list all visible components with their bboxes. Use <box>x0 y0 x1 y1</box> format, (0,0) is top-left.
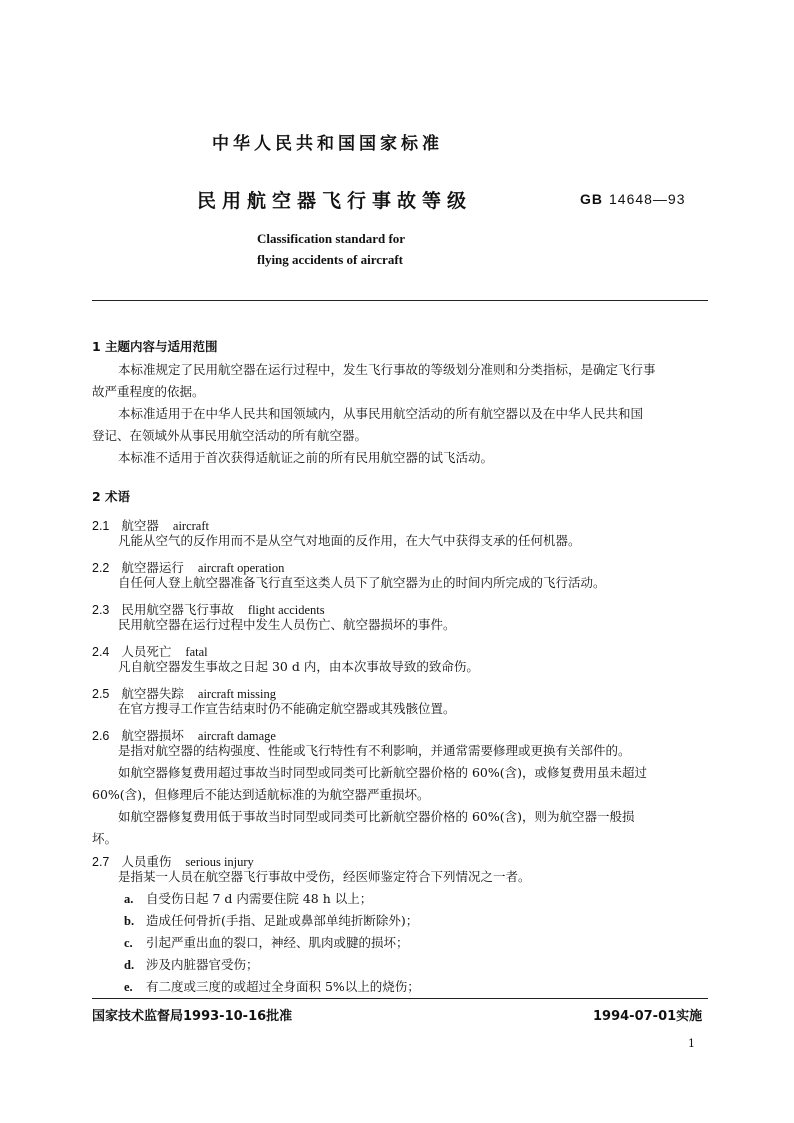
damage-p3-line1: 如航空器修复费用低于事故当时同型或同类可比新航空器价格的 60%(含)，则为航空器一般损 <box>118 809 635 824</box>
header-divider <box>92 300 708 301</box>
term-cn: 航空器 <box>121 518 159 533</box>
page-number: 1 <box>688 1037 695 1050</box>
standard-code-number: 14648—93 <box>609 191 686 207</box>
term-cn: 航空器损坏 <box>121 728 184 743</box>
term-en: aircraft <box>172 519 209 533</box>
section-1-heading: 1 主题内容与适用范围 <box>92 339 218 354</box>
list-item <box>124 954 259 976</box>
list-text: 有二度或三度的或超过全身面积 5%以上的烧伤； <box>146 979 420 994</box>
term-number: 2.5 <box>92 687 110 701</box>
footer-divider <box>92 998 708 999</box>
implementation-date: 1994-07-01实施 <box>593 1009 703 1024</box>
list-text: 自受伤日起 7 d 内需要住院 48 h 以上； <box>146 891 373 906</box>
list-item <box>124 932 409 954</box>
term-2-2-definition: 自任何人登上航空器准备飞行直至这类人员下了航空器为止的时间内所完成的飞行活动。 <box>118 575 606 590</box>
term-en: aircraft missing <box>197 687 277 701</box>
term-2-6-definition: 是指对航空器的结构强度、性能或飞行特性有不利影响，并通常需要修理或更换有关部件的。 <box>118 743 631 758</box>
term-number: 2.2 <box>92 561 110 575</box>
section-1-p1-line1: 本标准规定了民用航空器在运行过程中，发生飞行事故的等级划分准则和分类指标，是确定飞行事 <box>118 362 656 377</box>
term-en: flight accidents <box>247 603 325 617</box>
term-en: aircraft operation <box>197 561 285 575</box>
term-number: 2.3 <box>92 603 110 617</box>
term-cn: 人员死亡 <box>121 644 172 659</box>
list-letter: d. <box>124 958 135 972</box>
term-number: 2.1 <box>92 519 110 533</box>
list-letter: c. <box>124 936 133 950</box>
term-number: 2.6 <box>92 729 110 743</box>
damage-p2-line1: 如航空器修复费用超过事故当时同型或同类可比新航空器价格的 60%(含)，或修复费用虽未超过 <box>118 765 648 780</box>
term-cn: 航空器失踪 <box>121 686 184 701</box>
list-text: 涉及内脏器官受伤； <box>146 957 259 972</box>
term-2-4-definition: 凡自航空器发生事故之日起 30 d 内，由本次事故导致的致命伤。 <box>118 659 479 674</box>
list-item <box>124 910 418 932</box>
section-1-p1-line2: 故严重程度的依据。 <box>92 384 205 399</box>
document-title: 民用航空器飞行事故等级 <box>197 190 473 212</box>
term-en: serious injury <box>185 855 254 869</box>
section-1-p2-line1: 本标准适用于在中华人民共和国领域内，从事民用航空活动的所有航空器以及在中华人民共和国 <box>118 406 644 421</box>
approval-date: 国家技术监督局1993-10-16批准 <box>92 1009 293 1024</box>
list-item <box>124 888 372 910</box>
section-2-heading: 2 术语 <box>92 489 131 504</box>
term-2-1-definition: 凡能从空气的反作用而不是从空气对地面的反作用，在大气中获得支承的任何机器。 <box>118 533 581 548</box>
list-letter: a. <box>124 892 134 906</box>
term-cn: 人员重伤 <box>121 854 172 869</box>
section-1-p3: 本标准不适用于首次获得适航证之前的所有民用航空器的试飞活动。 <box>118 450 494 465</box>
english-title-line2: flying accidents of aircraft <box>257 252 403 267</box>
list-text: 造成任何骨折(手指、足趾或鼻部单纯折断除外)； <box>146 913 419 928</box>
term-en: aircraft damage <box>197 729 276 743</box>
section-1-p2-line2: 登记、在领域外从事民用航空活动的所有航空器。 <box>92 428 368 443</box>
list-letter: e. <box>124 980 133 994</box>
term-cn: 航空器运行 <box>121 560 184 575</box>
list-item <box>124 976 420 998</box>
damage-p2-line2: 60%(含)，但修理后不能达到适航标准的为航空器严重损坏。 <box>92 787 430 802</box>
list-text: 引起严重出血的裂口，神经、肌肉或腱的损坏； <box>146 935 409 950</box>
term-2-7-definition: 是指某一人员在航空器飞行事故中受伤，经医师鉴定符合下列情况之一者。 <box>118 869 531 884</box>
damage-p3-line2: 坏。 <box>92 831 118 846</box>
national-standard-heading: 中华人民共和国国家标准 <box>212 134 443 154</box>
list-letter: b. <box>124 914 135 928</box>
term-cn: 民用航空器飞行事故 <box>121 602 234 617</box>
term-2-3-definition: 民用航空器在运行过程中发生人员伤亡、航空器损坏的事件。 <box>118 617 456 632</box>
english-title-line1: Classification standard for <box>257 231 406 246</box>
term-number: 2.7 <box>92 855 110 869</box>
term-en: fatal <box>185 645 208 659</box>
standard-code-prefix: GB <box>580 191 603 207</box>
term-2-5-definition: 在官方搜寻工作宣告结束时仍不能确定航空器或其残骸位置。 <box>118 701 456 716</box>
term-number: 2.4 <box>92 645 110 659</box>
standard-code <box>580 191 686 207</box>
